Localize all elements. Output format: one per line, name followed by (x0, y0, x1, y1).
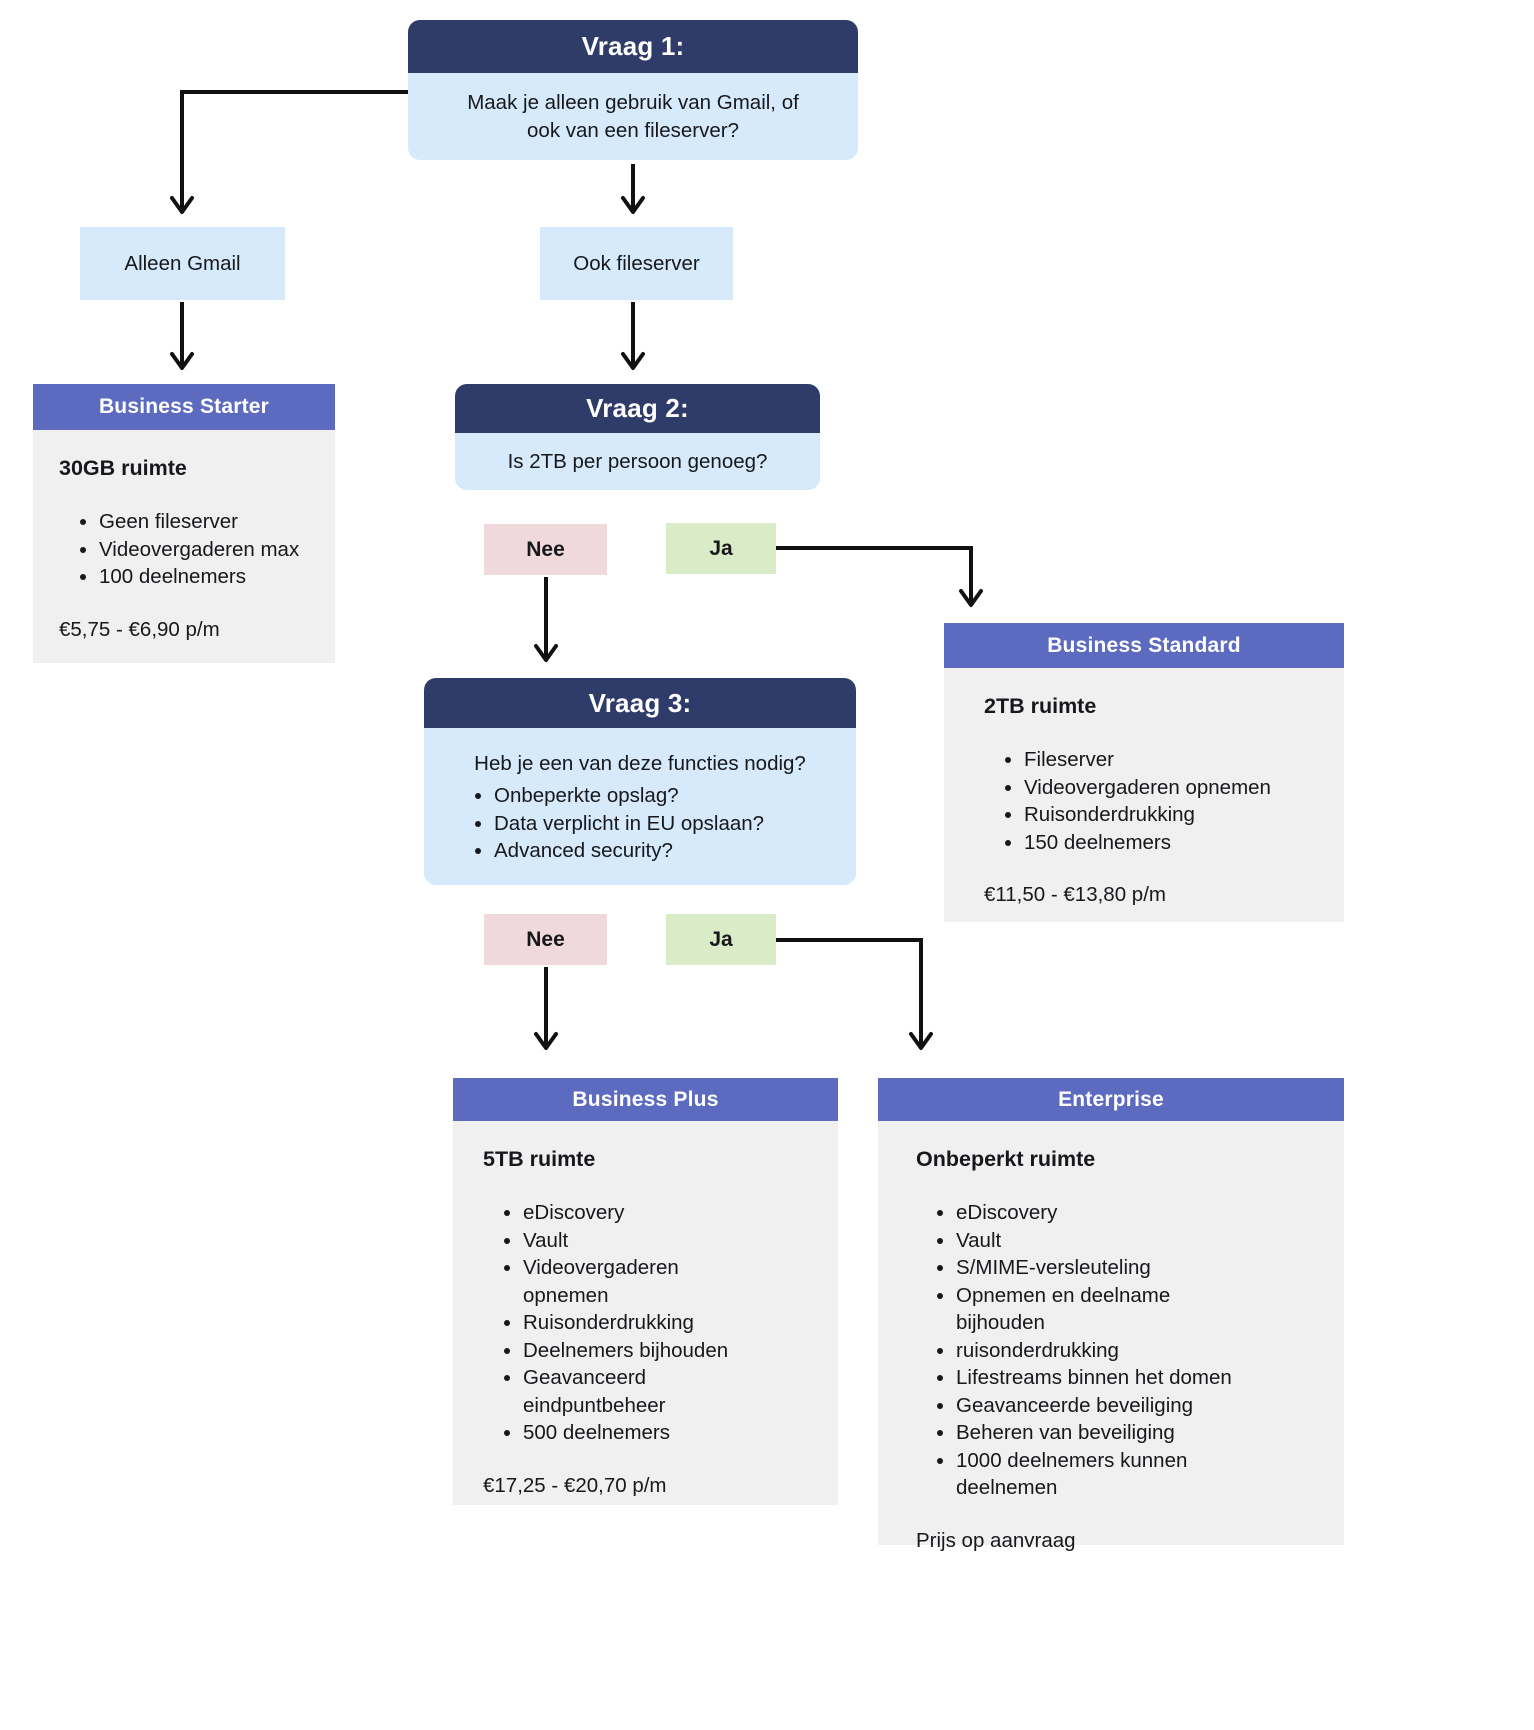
list-item: • eDiscovery (523, 1199, 768, 1227)
list-item: • S/MIME-versleuteling (956, 1254, 1256, 1282)
question-1-body (408, 73, 858, 160)
question-1-title: Vraag 1: (408, 20, 858, 73)
list-item: • Ruisonderdrukking (1024, 801, 1320, 829)
price-label: €11,50 - €13,80 p/m (984, 883, 1166, 906)
question-3-options (470, 782, 832, 865)
list-item: • Beheren van beveiliging (956, 1419, 1256, 1447)
question-3-body (424, 728, 856, 885)
card-business-standard-body (944, 668, 1344, 922)
list-item: • 100 deelnemers (99, 563, 311, 591)
list-item: • eDiscovery (956, 1199, 1256, 1227)
list-item: • Advanced security? (494, 837, 832, 865)
list-item: • Geavanceerde beveiliging (956, 1392, 1256, 1420)
price-label: €5,75 - €6,90 p/m (59, 617, 220, 641)
arrow-q2-ja-to-standard (776, 548, 971, 605)
question-1-text: Maak je alleen gebruik van Gmail, of ook van een fileserver? (467, 90, 799, 142)
storage-label: 2TB ruimte (984, 694, 1097, 718)
list-item: • Data verplicht in EU opslaan? (494, 810, 832, 838)
list-item: • Onbeperkte opslag? (494, 782, 832, 810)
card-business-plus (453, 1078, 838, 1505)
branch-also-fileserver: Ook fileserver (540, 227, 733, 300)
card-enterprise-body (878, 1121, 1344, 1552)
storage-label: 5TB ruimte (483, 1147, 596, 1171)
question-3-title: Vraag 3: (424, 678, 856, 728)
question-2-text: Is 2TB per persoon genoeg? (507, 449, 768, 473)
list-item: • Ruisonderdrukking (523, 1309, 768, 1337)
list-item: • Lifestreams binnen het domen (956, 1364, 1256, 1392)
answer-q2-ja: Ja (666, 523, 776, 574)
card-business-plus-title: Business Plus (453, 1078, 838, 1121)
question-1-box (408, 20, 858, 160)
list-item: • 500 deelnemers (523, 1419, 768, 1447)
list-item: • Geavanceerd eindpuntbeheer (523, 1364, 768, 1419)
arrow-q1-to-gmail-only (182, 92, 408, 212)
price-label: €17,25 - €20,70 p/m (483, 1473, 667, 1497)
list-item: • Videovergaderen opnemen (1024, 774, 1320, 802)
question-2-body (455, 433, 820, 490)
feature-list (930, 1199, 1320, 1502)
branch-gmail-only: Alleen Gmail (80, 227, 285, 300)
card-enterprise (878, 1078, 1344, 1552)
storage-label: 30GB ruimte (59, 456, 187, 480)
feature-list (497, 1199, 814, 1447)
list-item: • Fileserver (1024, 746, 1320, 774)
list-item: • Deelnemers bijhouden (523, 1337, 768, 1365)
list-item: • Videovergaderen max (99, 536, 311, 564)
list-item: • Vault (956, 1227, 1256, 1255)
card-business-standard-title: Business Standard (944, 623, 1344, 668)
list-item: • 1000 deelnemers kunnen deelnemen (956, 1447, 1256, 1502)
price-label: Prijs op aanvraag (916, 1528, 1076, 1552)
question-2-title: Vraag 2: (455, 384, 820, 433)
question-2-box (455, 384, 820, 490)
answer-q2-nee: Nee (484, 524, 607, 575)
question-3-box (424, 678, 856, 885)
list-item: • Opnemen en deelname bijhouden (956, 1282, 1256, 1337)
list-item: • 150 deelnemers (1024, 829, 1320, 857)
answer-q3-ja: Ja (666, 914, 776, 965)
list-item: • ruisonderdrukking (956, 1337, 1256, 1365)
list-item: • Vault (523, 1227, 768, 1255)
feature-list (998, 746, 1320, 856)
card-business-plus-body (453, 1121, 838, 1505)
card-business-starter-title: Business Starter (33, 384, 335, 430)
card-enterprise-title: Enterprise (878, 1078, 1344, 1121)
card-business-starter-body (33, 430, 335, 663)
card-business-starter (33, 384, 335, 663)
list-item: • Videovergaderen opnemen (523, 1254, 768, 1309)
answer-q3-nee: Nee (484, 914, 607, 965)
question-3-text: Heb je een van deze functies nodig? (474, 752, 806, 775)
card-business-standard (944, 623, 1344, 922)
arrow-q3-ja-to-enterprise (776, 940, 921, 1048)
storage-label: Onbeperkt ruimte (916, 1147, 1096, 1171)
feature-list (73, 508, 311, 591)
list-item: • Geen fileserver (99, 508, 311, 536)
